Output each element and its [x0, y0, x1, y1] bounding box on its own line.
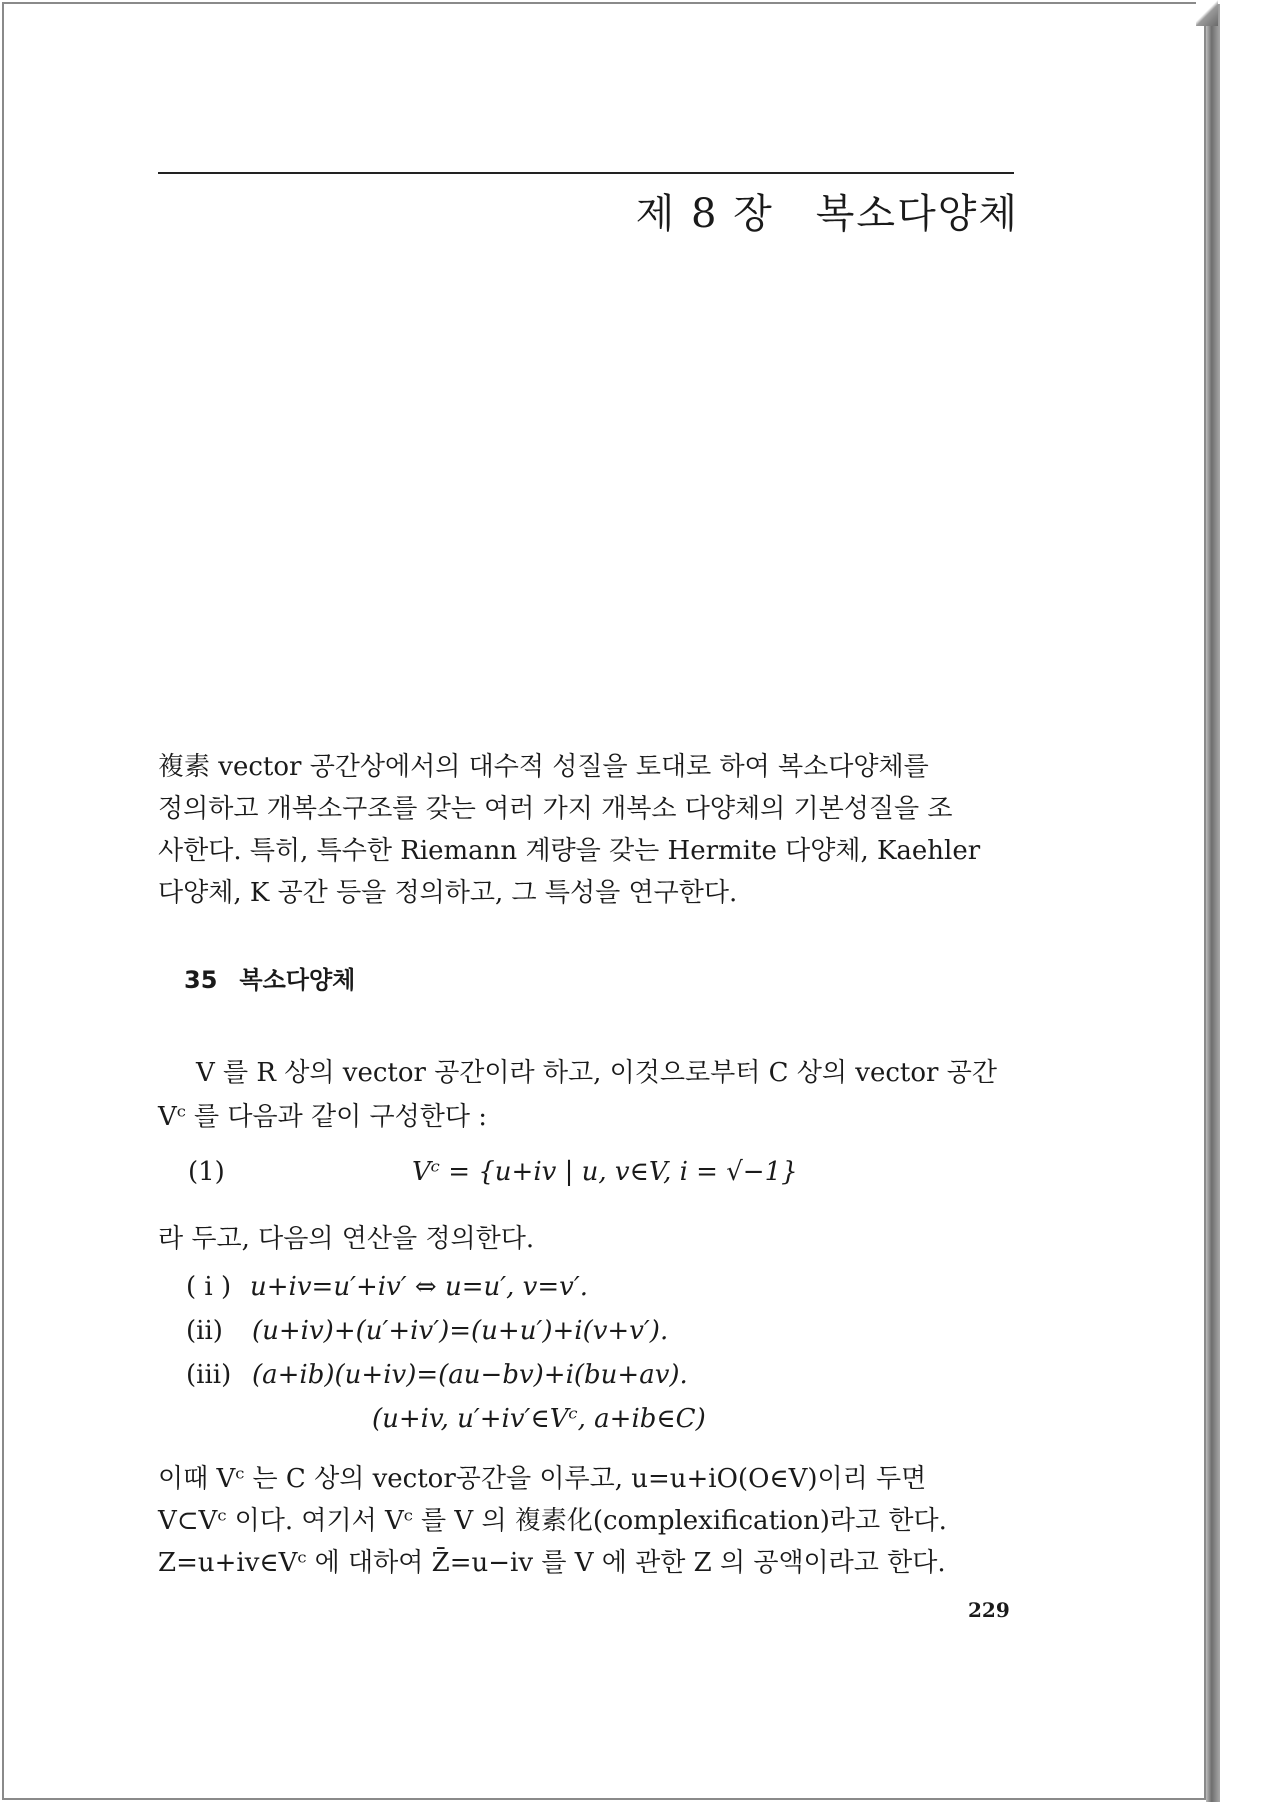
intro-line: 사한다. 특히, 특수한 Riemann 계량을 갖는 Hermite 다양체, Kaehler [158, 836, 981, 866]
operation-formula: u+iv=u′+iv′ ⇔ u=u′, v=v′. [250, 1272, 589, 1302]
intro-line: 다양체, K 공간 등을 정의하고, 그 특성을 연구한다. [158, 878, 738, 908]
body-line: Vᶜ 를 다음과 같이 구성한다 : [158, 1102, 488, 1132]
operation-label: (iii) [186, 1360, 232, 1390]
section-number: 35 [184, 966, 218, 994]
intro-line: 정의하고 개복소구조를 갖는 여러 가지 개복소 다양체의 기본성질을 조 [158, 794, 953, 824]
operation-condition: (u+iv, u′+iv′∈Vᶜ, a+ib∈C) [372, 1404, 706, 1434]
chapter-subtitle: 복소다양체 [815, 191, 1019, 237]
closing-line: V⊂Vᶜ 이다. 여기서 Vᶜ 를 V 의 複素化(complexification)라고 한다. [158, 1506, 947, 1536]
section-title: 복소다양체 [239, 966, 356, 994]
chapter-title [636, 182, 1019, 239]
after-equation-text: 라 두고, 다음의 연산을 정의한다. [158, 1224, 535, 1254]
body-line: V 를 R 상의 vector 공간이라 하고, 이것으로부터 C 상의 vector 공간 [196, 1058, 997, 1088]
page-corner-curl [1196, 0, 1218, 26]
closing-line: 이때 Vᶜ 는 C 상의 vector공간을 이루고, u=u+iO(O∈V)이리 두면 [158, 1464, 927, 1494]
operation-label: ( i ) [186, 1272, 232, 1302]
section-heading [184, 960, 355, 995]
operation-formula: (a+ib)(u+iv)=(au−bv)+i(bu+av). [252, 1360, 688, 1390]
chapter-number: 제 8 장 [635, 191, 774, 237]
operation-formula: (u+iv)+(u′+iv′)=(u+u′)+i(v+v′). [252, 1316, 669, 1346]
equation-number: (1) [188, 1157, 225, 1187]
intro-line: 複素 vector 공간상에서의 대수적 성질을 토대로 하여 복소다양체를 [158, 752, 929, 782]
chapter-rule [158, 172, 1014, 174]
equation: Vᶜ = {u+iv | u, v∈V, i = √−1} [412, 1157, 798, 1187]
page-number: 229 [968, 1598, 1010, 1622]
operation-label: (ii) [186, 1316, 223, 1346]
closing-line: Z=u+iv∈Vᶜ 에 대하여 Z̄=u−iv 를 V 에 관한 Z 의 공액이라고 한다. [158, 1548, 946, 1578]
page-edge-shadow [1206, 4, 1220, 1802]
